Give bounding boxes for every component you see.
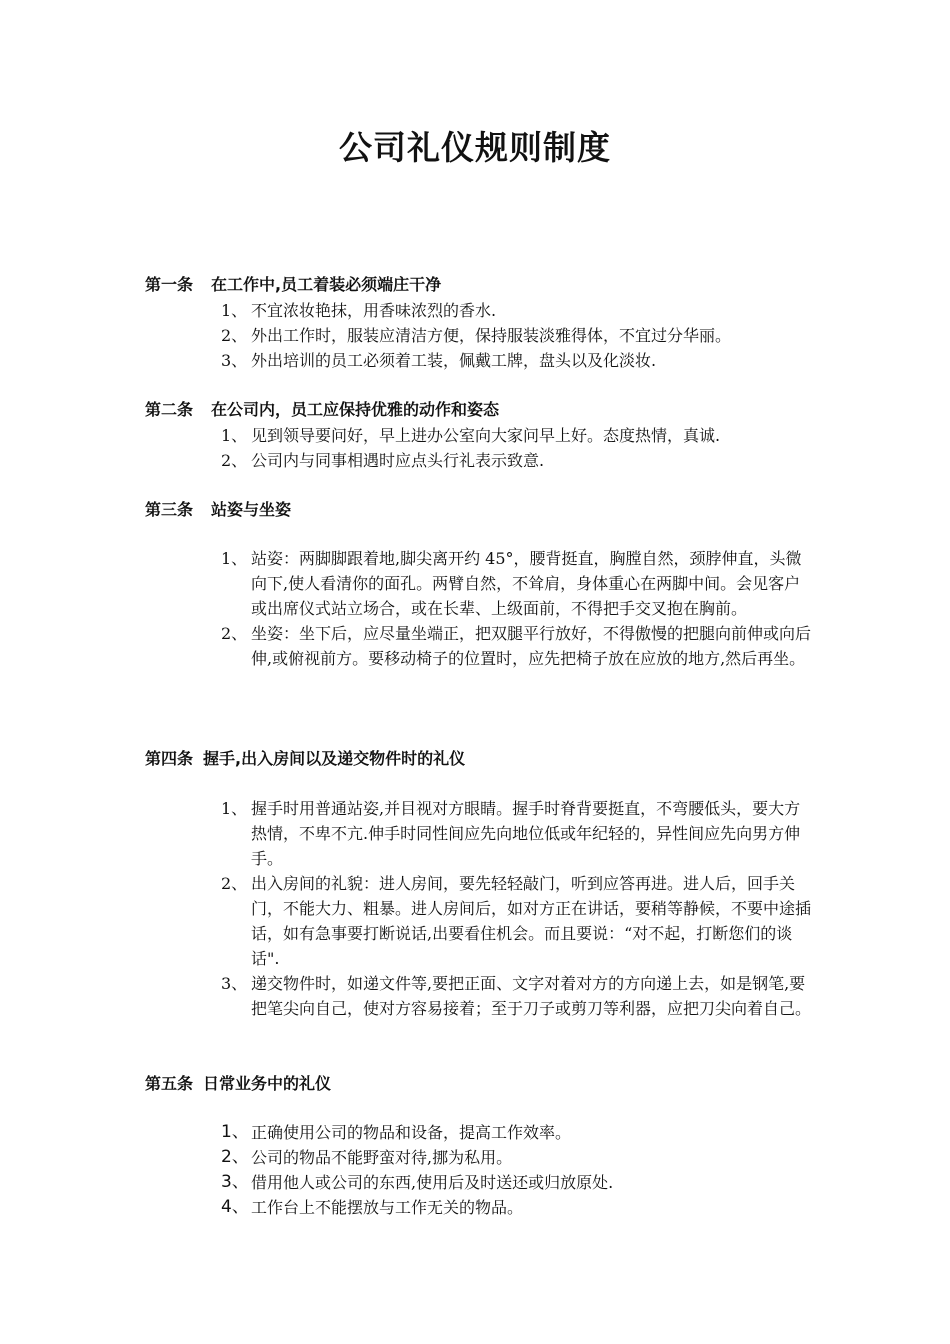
list-item: 2、 公司内与同事相遇时应点头行礼表示致意. (221, 451, 545, 470)
list-item: 2、 公司的物品不能野蛮对待,挪为私用。 (221, 1147, 513, 1167)
list-item: 2、 出入房间的礼貌：进人房间，要先轻轻敲门，听到应答再进。进人后，回手关门，不能大力、粗暴。进人房间后，如对方正在讲话，要稍等静候，不要中途插话，如有急事要打断说话,出要看住机会。而且要说：“对不起，打断您们的谈话". (221, 874, 812, 968)
section-1-heading (145, 273, 441, 297)
section-number: 第五条 (145, 1074, 194, 1093)
section-3-heading (145, 498, 291, 522)
section-2-heading (145, 398, 499, 422)
list-item: 1、 见到领导要问好，早上进办公室向大家问早上好。态度热情，真诚. (221, 426, 721, 445)
section-title: 站姿与坐姿 (211, 500, 292, 519)
page-title: 公司礼仪规则制度 (339, 128, 611, 167)
section-title: 握手,出入房间以及递交物件时的礼仪 (203, 749, 466, 768)
list-item: 1、 正确使用公司的物品和设备，提高工作效率。 (221, 1122, 572, 1142)
list-item: 4、 工作台上不能摆放与工作无关的物品。 (221, 1197, 524, 1217)
section-5-list (221, 1120, 831, 1220)
list-item: 1、 不宜浓妆艳抹，用香味浓烈的香水. (221, 301, 497, 320)
section-4-list (221, 796, 831, 1021)
list-item: 3、 借用他人或公司的东西,使用后及时送还或归放原处. (221, 1172, 614, 1192)
section-5-heading (145, 1072, 331, 1096)
section-1-list (221, 298, 831, 373)
list-item: 3、 递交物件时，如递文件等,要把正面、文字对着对方的方向递上去，如是钢笔,要把笔尖向自己，使对方容易接着；至于刀子或剪刀等利器，应把刀尖向着自己。 (221, 974, 812, 1018)
section-title: 在公司内，员工应保持优雅的动作和姿态 (211, 400, 500, 419)
section-2-list (221, 423, 831, 473)
section-number: 第四条 (145, 749, 194, 768)
section-number: 第三条 (145, 500, 194, 519)
section-title: 在工作中,员工着装必须端庄干净 (211, 275, 442, 294)
list-item: 3、 外出培训的员工必须着工装，佩戴工牌，盘头以及化淡妆. (221, 351, 657, 370)
section-4-heading (145, 747, 465, 771)
section-3-list (221, 546, 831, 671)
list-item: 1、 握手时用普通站姿,并目视对方眼睛。握手时脊背要挺直，不弯腰低头，要大方热情，不卑不亢.伸手时同性间应先向地位低或年纪轻的，异性间应先向男方伸手。 (221, 799, 801, 868)
section-number: 第一条 (145, 275, 194, 294)
section-number: 第二条 (145, 400, 194, 419)
section-title: 日常业务中的礼仪 (203, 1074, 332, 1093)
list-item: 1、 站姿：两脚脚跟着地,脚尖离开约 45°，腰背挺直，胸膛自然，颈脖伸直，头微向下,使人看清你的面孔。两臂自然，不耸肩，身体重心在两脚中间。会见客户或出席仪式站立场合，或在长辈、上级面前，不得把手交叉抱在胸前。 (221, 549, 802, 618)
list-item: 2、 外出工作时，服装应清洁方便，保持服装淡雅得体，不宜过分华丽。 (221, 326, 732, 345)
list-item: 2、 坐姿：坐下后，应尽量坐端正，把双腿平行放好，不得傲慢的把腿向前伸或向后伸,或俯视前方。要移动椅子的位置时，应先把椅子放在应放的地方,然后再坐。 (221, 624, 812, 668)
